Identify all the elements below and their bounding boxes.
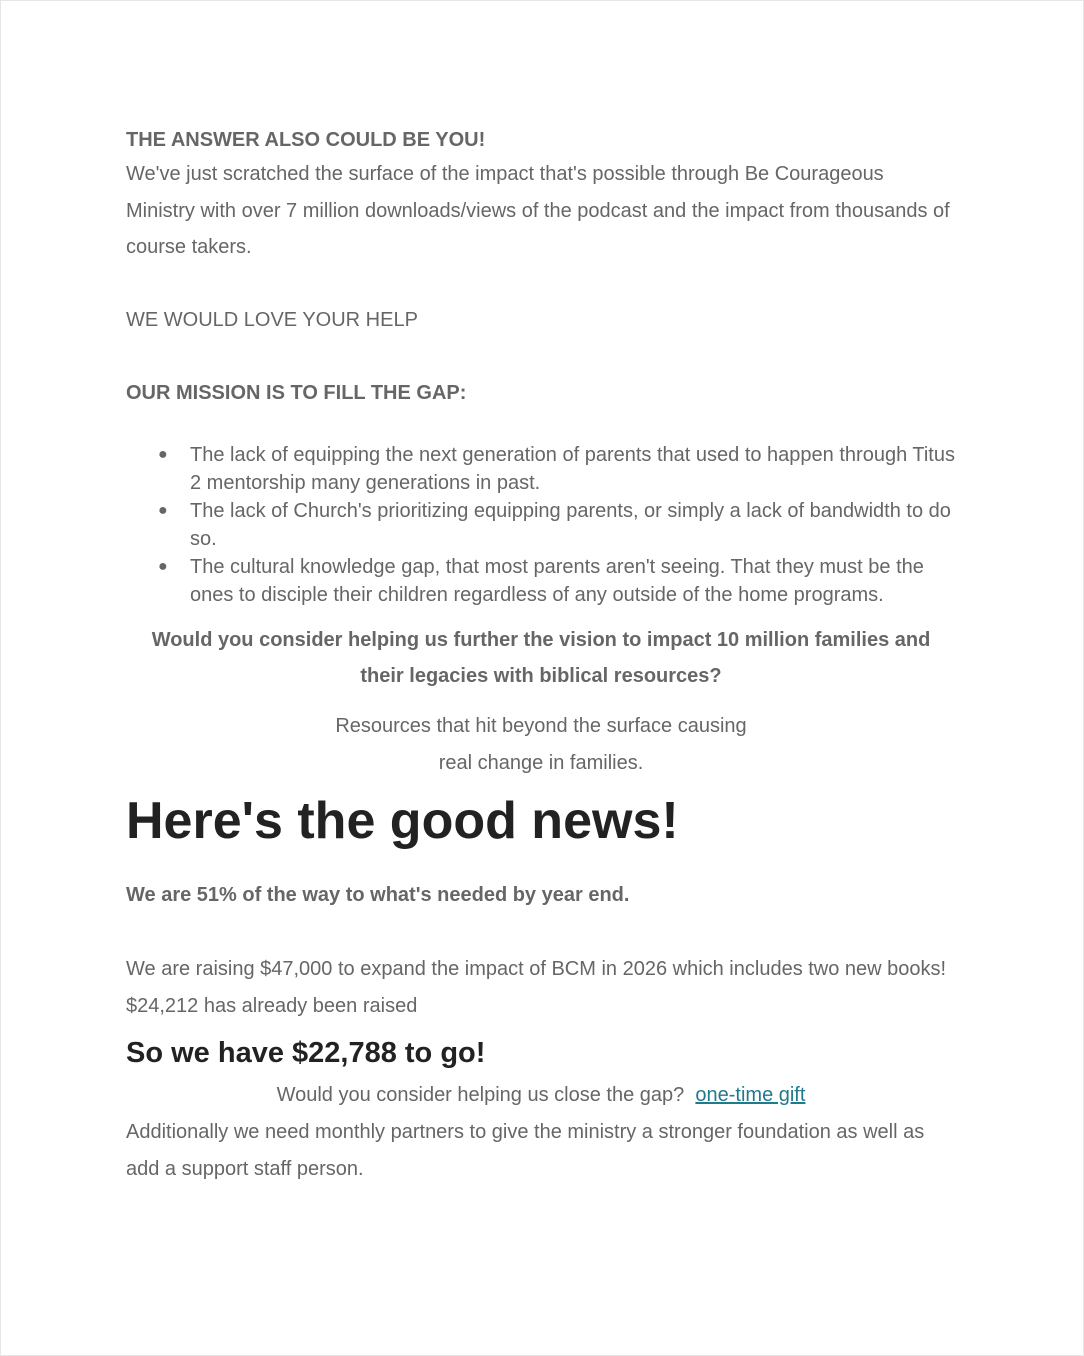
monthly-paragraph: Additionally we need monthly partners to give the ministry a stronger foundation as well as add a support staff person. bbox=[126, 1121, 925, 1180]
good-news-title: Here's the good news! bbox=[126, 792, 679, 850]
progress-line: We are 51% of the way to what's needed by year end. bbox=[126, 884, 630, 906]
raising-paragraph: We are raising $47,000 to expand the impact of BCM in 2026 which includes two new books! $24,212 has already been raised bbox=[126, 958, 947, 1017]
to-go-heading: So we have $22,788 to go! bbox=[126, 1037, 486, 1069]
list-item bbox=[126, 553, 956, 609]
list-item bbox=[126, 497, 956, 553]
list-item bbox=[126, 441, 956, 497]
bullet-icon: ● bbox=[158, 446, 168, 463]
bullet-icon: ● bbox=[158, 558, 168, 575]
list-item-text: The cultural knowledge gap, that most parents aren't seeing. That they must be the ones to disciple their children regardless of any outside of the home programs. bbox=[190, 556, 924, 606]
list-item-text: The lack of Church's prioritizing equipping parents, or simply a lack of bandwidth to do so. bbox=[190, 500, 951, 550]
answer-paragraph: We've just scratched the surface of the impact that's possible through Be Courageous Ministry with over 7 million downloads/views of the podcast and the impact from thousands of course takers. bbox=[126, 163, 950, 258]
gift-question: Would you consider helping us close the gap? bbox=[276, 1084, 685, 1106]
resources-line-2: real change in families. bbox=[438, 752, 644, 774]
consider-line-2: their legacies with biblical resources? bbox=[360, 665, 722, 687]
answer-heading: THE ANSWER ALSO COULD BE YOU! bbox=[126, 129, 486, 151]
resources-text bbox=[126, 708, 956, 782]
resources-line-1: Resources that hit beyond the surface causing bbox=[335, 715, 747, 737]
consider-line-1: Would you consider helping us further the vision to impact 10 million families and bbox=[151, 629, 931, 651]
mission-heading: OUR MISSION IS TO FILL THE GAP: bbox=[126, 382, 467, 404]
email-body bbox=[126, 125, 956, 1187]
bullet-icon: ● bbox=[158, 502, 168, 519]
list-item-text: The lack of equipping the next generation of parents that used to happen through Titus 2 mentorship many generations in past. bbox=[190, 444, 955, 494]
consider-question bbox=[126, 622, 956, 694]
gap-list bbox=[126, 441, 956, 609]
help-line: WE WOULD LOVE YOUR HELP bbox=[126, 308, 418, 331]
gift-line bbox=[126, 1080, 956, 1110]
one-time-gift-link[interactable]: one-time gift bbox=[695, 1084, 806, 1106]
